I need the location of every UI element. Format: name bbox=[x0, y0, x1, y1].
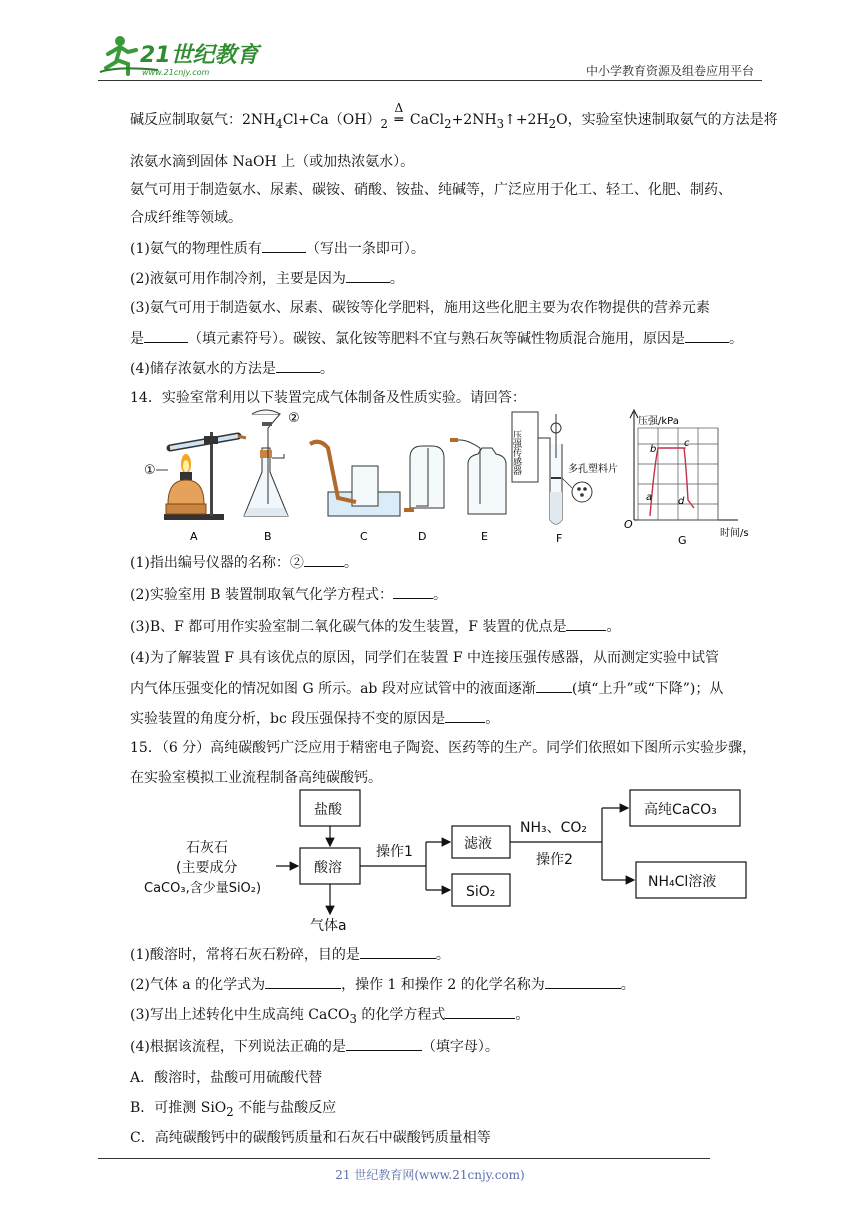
q15-title-line2: 在实验室模拟工业流程制备高纯碳酸钙。 bbox=[130, 770, 382, 786]
apparatus-f bbox=[511, 412, 618, 545]
graph-y-label: 压强/kPa bbox=[638, 416, 679, 427]
q13-part3-line1: (3)氨气可用于制造氨水、尿素、碳铵等化学肥料，施用这些化肥主要为农作物提供的营养元素 bbox=[130, 300, 710, 316]
apparatus-label-b: B bbox=[264, 530, 272, 543]
intro-line-4: 合成纤维等领域。 bbox=[130, 210, 242, 226]
apparatus-a bbox=[144, 432, 246, 543]
footer-rule bbox=[98, 1158, 710, 1159]
label-reagents: NH₃、CO₂ bbox=[520, 820, 588, 836]
answer-blank[interactable] bbox=[144, 328, 188, 343]
answer-blank[interactable] bbox=[346, 1036, 422, 1051]
answer-blank[interactable] bbox=[685, 328, 729, 343]
label-hcl: 盐酸 bbox=[314, 802, 342, 818]
point-c: c bbox=[684, 438, 690, 449]
intro-line-3: 氨气可用于制造氨水、尿素、碳铵、硝酸、铵盐、纯碱等，广泛应用于化工、轻工、化肥、制药、 bbox=[130, 182, 732, 198]
answer-blank[interactable] bbox=[445, 1004, 515, 1019]
instrument-label-1: ① bbox=[144, 463, 156, 478]
apparatus-label-d: D bbox=[418, 530, 427, 543]
label-limestone-1: 石灰石 bbox=[186, 840, 228, 856]
apparatus-g-graph bbox=[624, 410, 749, 547]
q14-title: 14．实验室常利用以下装置完成气体制备及性质实验。请回答： bbox=[130, 390, 526, 406]
q15-flow-diagram bbox=[140, 784, 760, 934]
logo-text: 21世纪教育 bbox=[140, 43, 259, 68]
q15-part4: (4)根据该流程，下列说法正确的是 （填字母）。 bbox=[130, 1036, 499, 1057]
q15-part1: (1)酸溶时，常将石灰石粉碎，目的是 。 bbox=[130, 944, 450, 965]
pressure-sensor-label: 压强传感器 bbox=[511, 430, 521, 475]
q14-part3: (3)B、F 都可用作实验室制二氧化碳气体的发生装置，F 装置的优点是 。 bbox=[130, 616, 620, 637]
label-product2: NH₄Cl溶液 bbox=[648, 874, 717, 890]
intro-line-1: 碱反应制取氨气：$2NH_4Cl+Ca(OH)_2$ Δ ═ $CaCl_2+2NH_3↑+2H_2O$，实验室快速制取氨气的方法是将 bbox=[130, 101, 778, 131]
label-limestone-3: CaCO₃,含少量SiO₂) bbox=[144, 881, 262, 896]
label-filtrate: 滤液 bbox=[464, 836, 492, 852]
header-rule bbox=[98, 80, 762, 81]
answer-blank[interactable] bbox=[393, 584, 433, 599]
answer-blank[interactable] bbox=[360, 944, 436, 959]
label-op1: 操作1 bbox=[376, 844, 413, 860]
apparatus-d bbox=[404, 446, 444, 543]
apparatus-e bbox=[450, 440, 506, 543]
answer-blank[interactable] bbox=[304, 552, 344, 567]
point-a: a bbox=[646, 492, 653, 503]
apparatus-label-c: C bbox=[360, 530, 368, 543]
graph-origin: O bbox=[624, 518, 633, 531]
label-limestone-2: (主要成分 bbox=[176, 860, 238, 876]
apparatus-label-e: E bbox=[481, 530, 488, 543]
instrument-label-2: ② bbox=[288, 411, 300, 426]
apparatus-label-a: A bbox=[190, 530, 198, 543]
q15-option-b: B．可推测 SiO$_2$ 不能与盐酸反应 bbox=[130, 1100, 337, 1119]
q13-part2: (2)液氨可用作制冷剂，主要是因为 。 bbox=[130, 268, 404, 289]
intro-line-2: 浓氨水滴到固体 NaOH 上（或加热浓氨水）。 bbox=[130, 154, 415, 170]
heating-condition: Δ ═ bbox=[394, 101, 404, 128]
answer-blank[interactable] bbox=[445, 708, 485, 723]
q14-part1: (1)指出编号仪器的名称：② 。 bbox=[130, 552, 358, 573]
q13-part3-line2: 是 （填元素符号）。碳铵、氯化铵等肥料不宜与熟石灰等碱性物质混合施用，原因是 。 bbox=[130, 328, 743, 349]
answer-blank[interactable] bbox=[265, 974, 341, 989]
apparatus-c bbox=[310, 442, 400, 543]
answer-blank[interactable] bbox=[262, 238, 306, 253]
q14-part4-line1: (4)为了解装置 F 具有该优点的原因，同学们在装置 F 中连接压强传感器，从而测定实验中试管 bbox=[130, 650, 720, 666]
answer-blank[interactable] bbox=[346, 268, 390, 283]
answer-blank[interactable] bbox=[545, 974, 621, 989]
q14-part4-line3: 实验装置的角度分析，bc 段压强保持不变的原因是 。 bbox=[130, 708, 499, 729]
q14-part2: (2)实验室用 B 装置制取氧气化学方程式： 。 bbox=[130, 584, 447, 605]
point-d: d bbox=[678, 496, 685, 507]
graph-x-label: 时间/s bbox=[720, 528, 749, 539]
answer-blank[interactable] bbox=[536, 678, 572, 693]
site-logo bbox=[98, 32, 268, 78]
label-op2: 操作2 bbox=[536, 852, 573, 868]
label-sio2: SiO₂ bbox=[466, 884, 496, 900]
answer-blank[interactable] bbox=[276, 358, 320, 373]
apparatus-label-f: F bbox=[556, 532, 563, 545]
q15-part2: (2)气体 a 的化学式为 ，操作 1 和操作 2 的化学名称为 。 bbox=[130, 974, 635, 995]
q13-part4: (4)储存浓氨水的方法是 。 bbox=[130, 358, 334, 379]
q15-option-a: A．酸溶时，盐酸可用硫酸代替 bbox=[130, 1070, 323, 1086]
label-product1: 高纯CaCO₃ bbox=[644, 802, 717, 818]
q14-part4-line2: 内气体压强变化的情况如图 G 所示。ab 段对应试管中的液面逐渐 (填“上升”或“下降”)；从 bbox=[130, 678, 723, 699]
page-header bbox=[98, 32, 762, 80]
logo-url: www.21cnjy.com bbox=[142, 68, 210, 77]
q15-part3: (3)写出上述转化中生成高纯 CaCO$_3$ 的化学方程式 。 bbox=[130, 1004, 529, 1029]
apparatus-b bbox=[244, 410, 300, 543]
q15-option-c: C．高纯碳酸钙中的碳酸钙质量和石灰石中碳酸钙质量相等 bbox=[130, 1130, 491, 1146]
label-dissolve: 酸溶 bbox=[314, 860, 342, 876]
answer-blank[interactable] bbox=[566, 616, 606, 631]
point-b: b bbox=[650, 444, 657, 455]
porous-plate-label: 多孔塑料片 bbox=[568, 464, 618, 475]
q14-apparatus-figure bbox=[138, 408, 758, 552]
q15-title-line1: 15．（6 分）高纯碳酸钙广泛应用于精密电子陶瓷、医药等的生产。同学们依照如下图所示实验步骤， bbox=[130, 740, 757, 756]
q13-part1: (1)氨气的物理性质有 （写出一条即可）。 bbox=[130, 238, 425, 259]
apparatus-label-g: G bbox=[678, 534, 687, 547]
footer-text: 21 世纪教育网(www.21cnjy.com) bbox=[335, 1168, 525, 1182]
label-gas: 气体a bbox=[310, 918, 347, 934]
platform-name: 中小学教育资源及组卷应用平台 bbox=[585, 64, 754, 78]
